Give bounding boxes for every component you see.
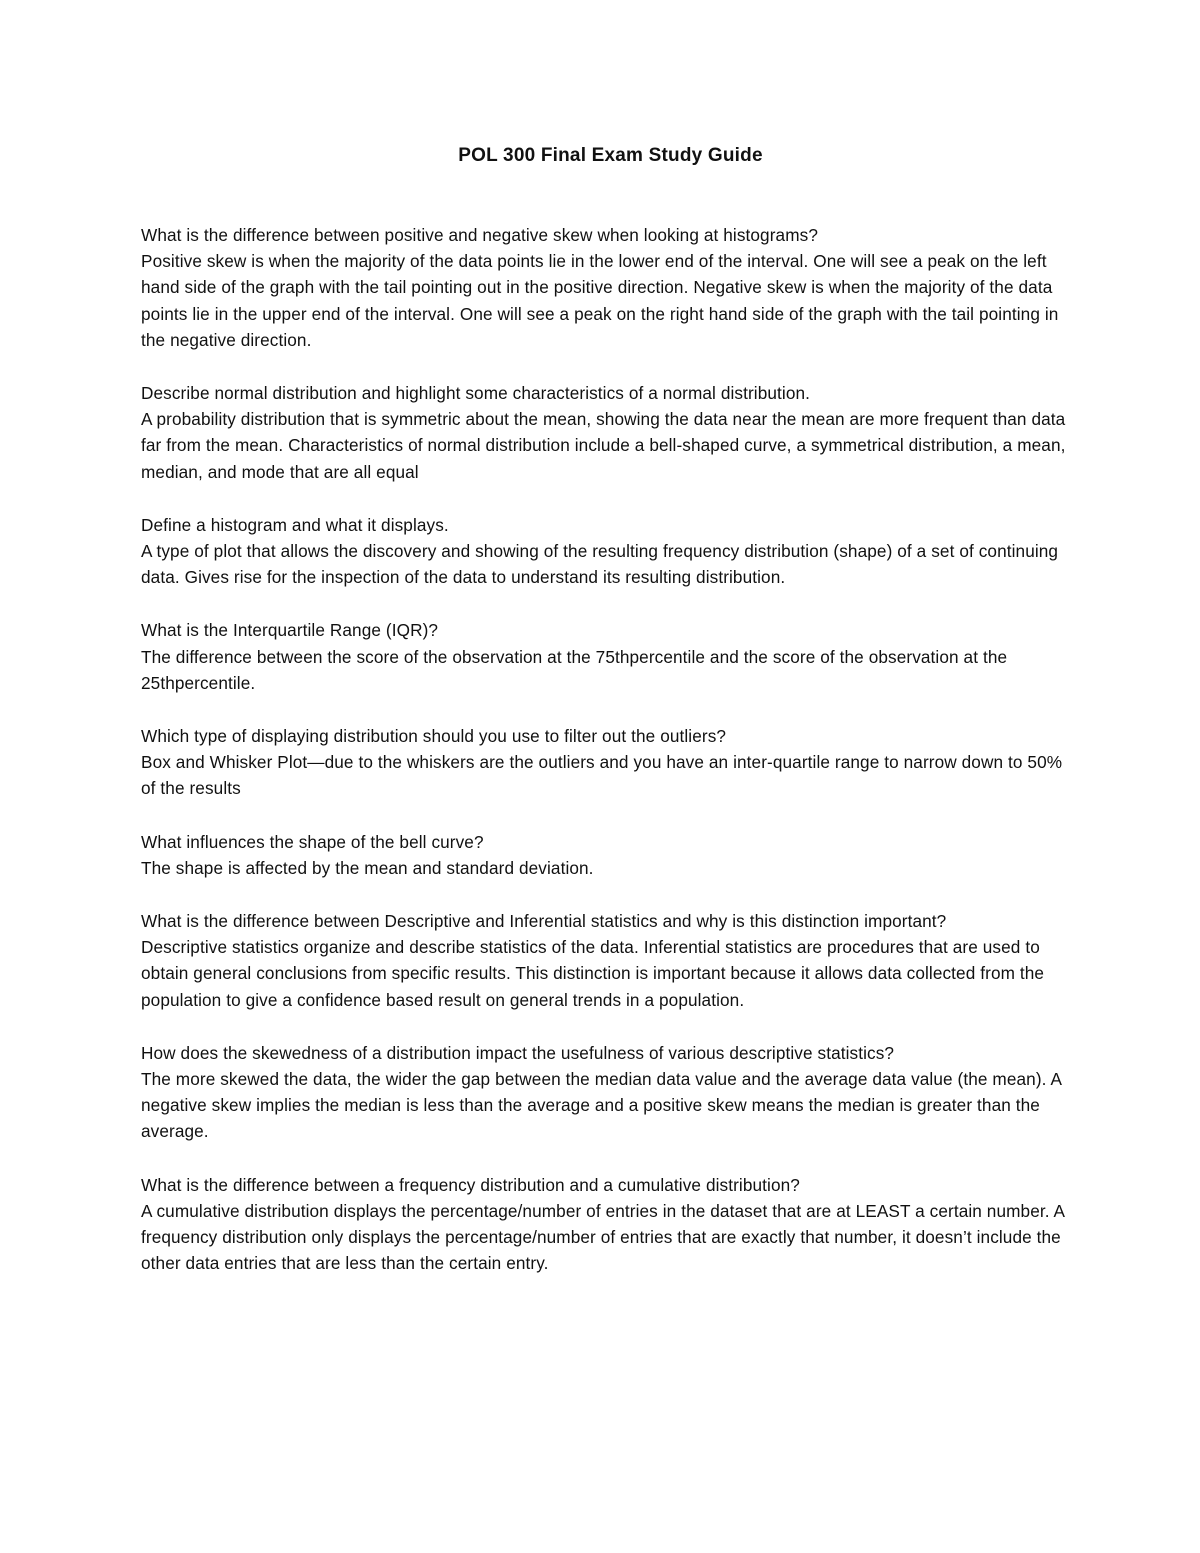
answer-text: A probability distribution that is symmetric about the mean, showing the data near the mean are more frequent than data far from the mean. Characteristics of normal distribution include a bell-shaped curve, a symmetrical distribution, a mean, median, and mode that are all equal (141, 409, 1066, 482)
question-text: Which type of displaying distribution should you use to filter out the outliers? (141, 726, 727, 747)
answer-text: Box and Whisker Plot—due to the whiskers are the outliers and you have an inter-quartile range to narrow down to 50% of the results (141, 752, 1063, 799)
qa-item-outliers (141, 723, 1080, 802)
answer-text: Positive skew is when the majority of the data points lie in the lower end of the interval. One will see a peak on the left hand side of the graph with the tail pointing out in the positive direction. Negative skew is when the majority of the data points lie in the upper end of the interval. One will see a peak on the right hand side of the graph with the tail pointing in the negative direction. (141, 251, 1059, 350)
question-text: What is the difference between positive and negative skew when looking at histograms? (141, 225, 818, 245)
answer-text: Descriptive statistics organize and describe statistics of the data. Inferential statistics are procedures that are used to obtain general conclusions from specific results. This distinction is important because it allows data collected from the population to give a confidence based result on general trends in a population. (141, 937, 1045, 1010)
question-text: How does the skewedness of a distribution impact the usefulness of various descriptive statistics? (141, 1042, 895, 1063)
qa-item-skew (141, 222, 1080, 353)
qa-item-iqr (141, 617, 1080, 696)
qa-item-descriptive-inferential (141, 908, 1080, 1013)
answer-text: The difference between the score of the observation at the 75thpercentile and the score of the observation at the 25thpercentile. (141, 646, 1008, 693)
document-title: POL 300 Final Exam Study Guide (458, 145, 763, 166)
answer-text: The shape is affected by the mean and standard deviation. (141, 857, 594, 878)
qa-item-skewedness (141, 1040, 1080, 1145)
answer-text: A type of plot that allows the discovery and showing of the resulting frequency distribution (shape) of a set of continuing data. Gives rise for the inspection of the data to understand its resulting distribution. (141, 541, 1059, 588)
answer-text: A cumulative distribution displays the percentage/number of entries in the dataset that are at LEAST a certain number. A frequency distribution only displays the percentage/number of entries that are exactly that number, it doesn’t include the other data entries that are less than the certain entry. (141, 1200, 1065, 1274)
qa-item-histogram (141, 512, 1080, 591)
question-text: What is the difference between Descriptive and Inferential statistics and why is this distinction important? (141, 911, 947, 932)
qa-item-bell-curve (141, 829, 1080, 881)
question-text: What is the difference between a frequency distribution and a cumulative distribution? (141, 1174, 800, 1195)
question-text: Describe normal distribution and highlight some characteristics of a normal distribution. (141, 383, 811, 404)
question-text: What is the Interquartile Range (IQR)? (141, 620, 439, 641)
question-text: Define a histogram and what it displays. (141, 514, 449, 535)
answer-text: The more skewed the data, the wider the gap between the median data value and the average data value (the mean). A negative skew implies the median is less than the average and a positive skew means the median is greater than the average. (141, 1069, 1062, 1142)
qa-item-frequency-cumulative (141, 1172, 1080, 1277)
question-text: What influences the shape of the bell curve? (141, 831, 484, 852)
qa-item-normal-distribution (141, 380, 1080, 485)
